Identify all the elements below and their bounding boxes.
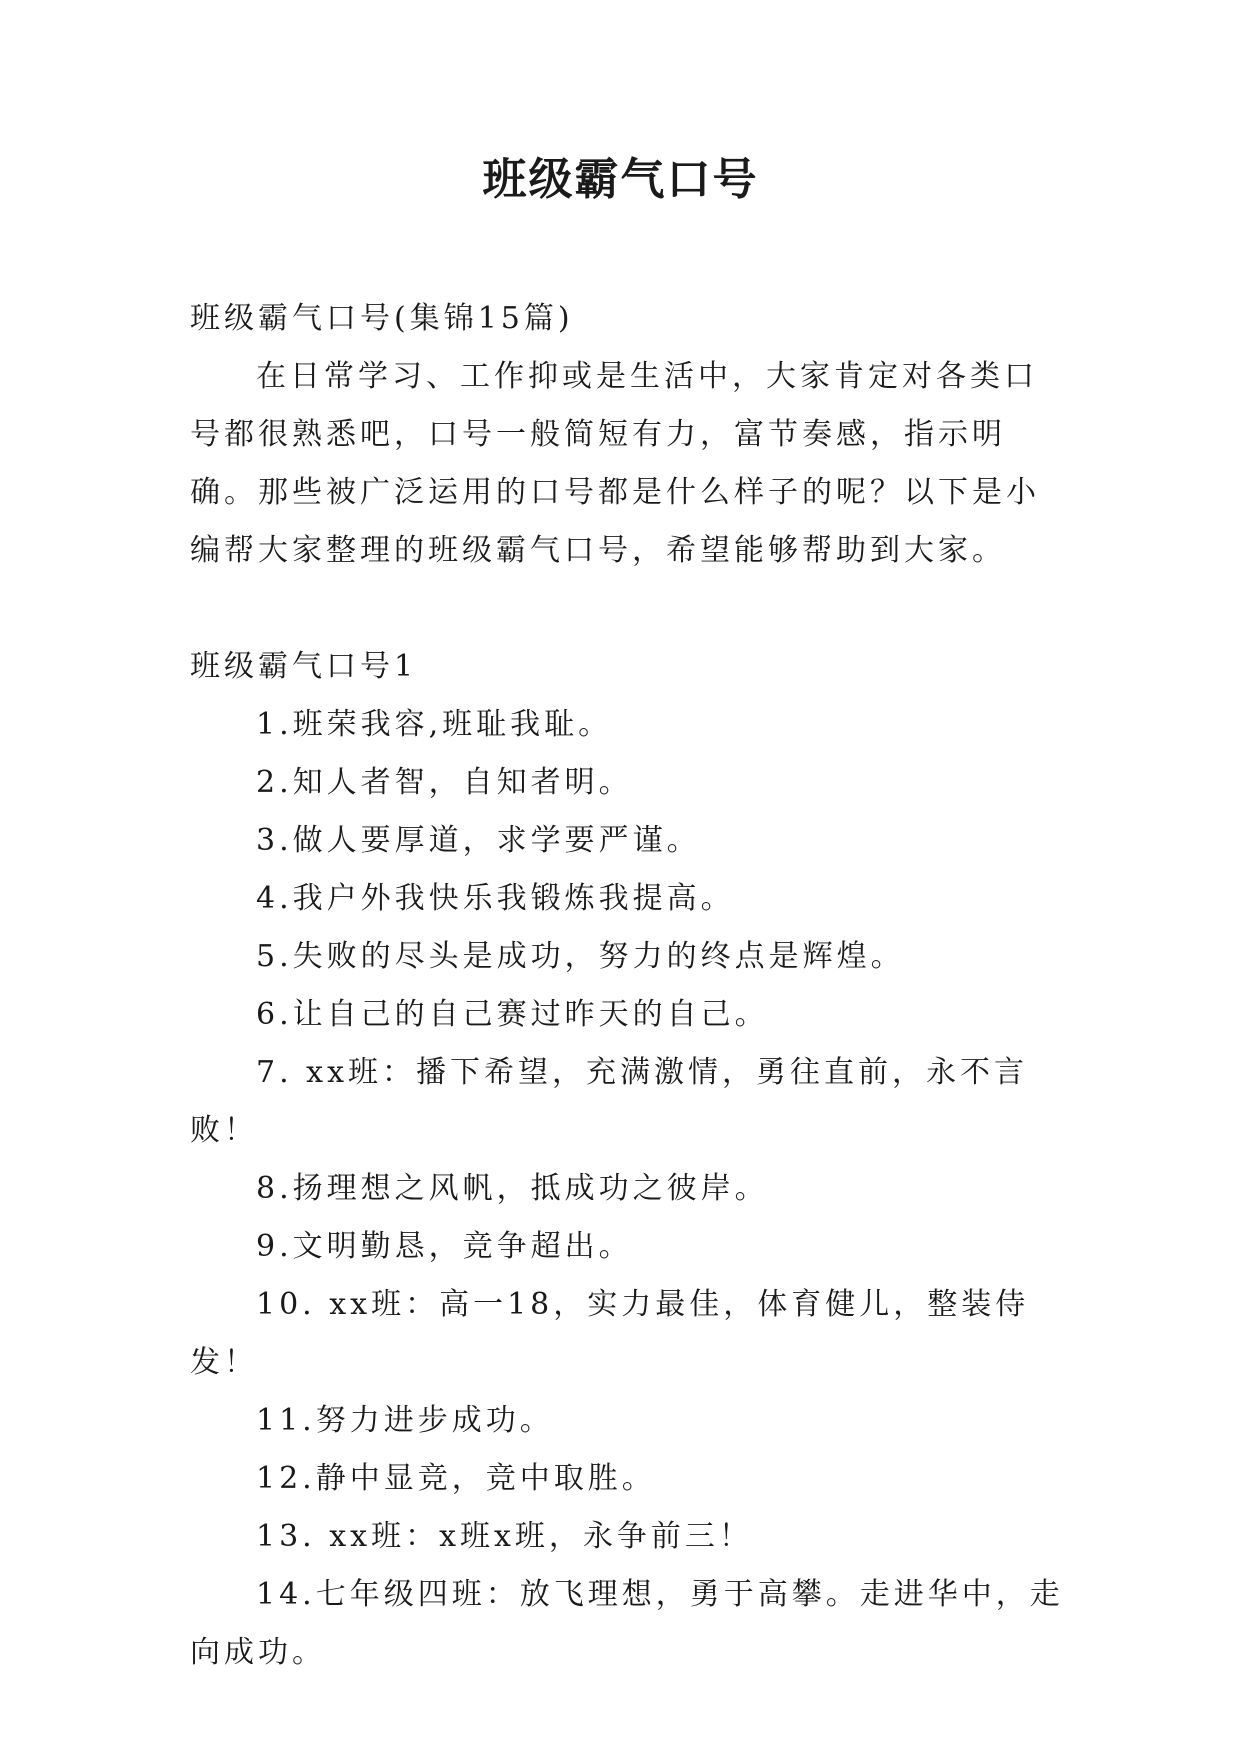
slogan-item: 3.做人要厚道，求学要严谨。 bbox=[256, 823, 701, 858]
slogan-item: 2.知人者智，自知者明。 bbox=[256, 765, 633, 800]
section-heading: 班级霸气口号1 bbox=[190, 649, 418, 684]
document-body bbox=[190, 290, 1066, 1682]
slogan-item: 5.失败的尽头是成功，努力的终点是辉煌。 bbox=[256, 939, 905, 974]
slogan-item: 6.让自己的自己赛过昨天的自己。 bbox=[256, 997, 769, 1032]
slogan-item: 14.七年级四班：放飞理想，勇于高攀。走进华中，走向成功。 bbox=[190, 1577, 1064, 1670]
slogan-item: 13. xx班：x班x班，永争前三！ bbox=[256, 1519, 753, 1554]
slogan-item: 4.我户外我快乐我锻炼我提高。 bbox=[256, 881, 735, 916]
document-title: 班级霸气口号 bbox=[482, 154, 759, 205]
intro-paragraph: 在日常学习、工作抑或是生活中，大家肯定对各类口号都很熟悉吧，口号一般简短有力，富节奏感，指示明确。那些被广泛运用的口号都是什么样子的呢？以下是小编帮大家整理的班级霸气口号，希望能够帮助到大家。 bbox=[190, 359, 1040, 568]
slogan-item: 7. xx班：播下希望，充满激情，勇往直前，永不言败！ bbox=[190, 1055, 1028, 1148]
slogan-item: 10. xx班：高一18，实力最佳，体育健儿，整装侍发！ bbox=[190, 1287, 1030, 1380]
slogan-item: 12.静中显竞，竞中取胜。 bbox=[256, 1461, 656, 1496]
paragraph-spacer bbox=[190, 580, 1066, 638]
slogan-item: 11.努力进步成功。 bbox=[256, 1403, 554, 1438]
slogan-item: 8.扬理想之风帆，抵成功之彼岸。 bbox=[256, 1171, 769, 1206]
document-subtitle: 班级霸气口号(集锦15篇) bbox=[190, 301, 574, 336]
slogan-item: 1.班荣我容,班耻我耻。 bbox=[256, 707, 613, 742]
slogan-item: 9.文明勤恳，竞争超出。 bbox=[256, 1229, 633, 1264]
